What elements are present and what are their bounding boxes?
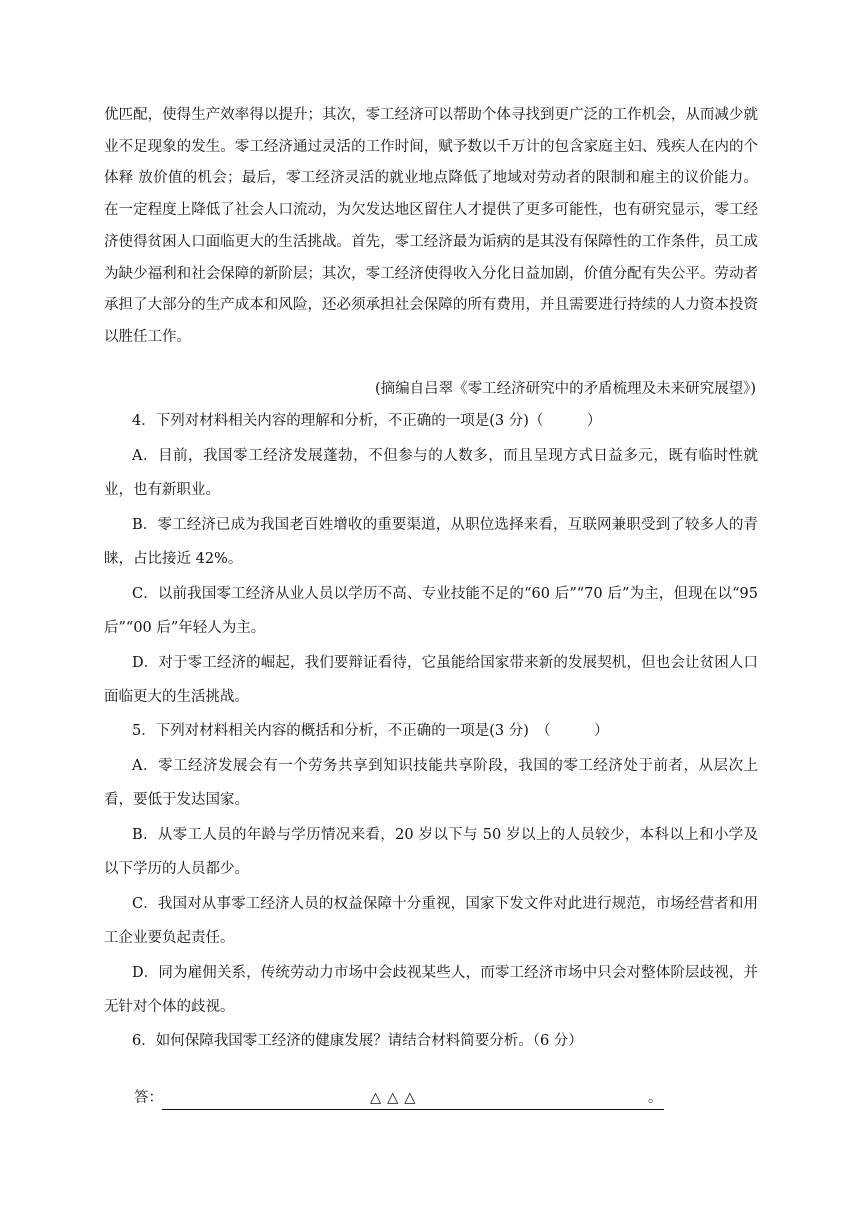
answer-area[interactable] <box>134 1085 674 1111</box>
question-5-option-d: D．同为雇佣关系，传统劳动力市场中会歧视某些人，而零工经济市场中只会对整体阶层歧视，并无针对个体的歧视。 <box>104 964 758 1015</box>
question-4-option-c: C．以前我国零工经济从业人员以学历不高、专业技能不足的“60 后”“70 后”为主，但现在以“95 后”“00 后”年轻人为主。 <box>104 585 758 636</box>
question-5-option-a: A．零工经济发展会有一个劳务共享到知识技能共享阶段，我国的零工经济处于前者，从层次上看，要低于发达国家。 <box>104 757 758 808</box>
question-4 <box>104 404 758 715</box>
question-4-stem: 4．下列对材料相关内容的理解和分析，不正确的一项是(3 分)（ ） <box>132 413 602 429</box>
question-5 <box>104 714 758 1025</box>
question-5-option-c: C．我国对从事零工经济人员的权益保障十分重视，国家下发文件对此进行规范，市场经营者和用工企业要负起责任。 <box>104 895 758 946</box>
answer-end-mark: 。 <box>648 1090 663 1106</box>
question-6-stem: 6．如何保障我国零工经济的健康发展？请结合材料简要分析。（6 分） <box>132 1033 583 1049</box>
question-6 <box>104 1024 758 1059</box>
question-4-option-a: A．目前，我国零工经济发展蓬勃，不但参与的人数多，而且呈现方式日益多元，既有临时性就业，也有新职业。 <box>104 447 758 498</box>
answer-placeholder-marks: △△△ <box>370 1090 422 1106</box>
question-4-option-b: B．零工经济已成为我国老百姓增收的重要渠道，从职位选择来看，互联网兼职受到了较多人的青睐，占比接近 42%。 <box>104 516 758 567</box>
question-5-option-b: B．从零工人员的年龄与学历情况来看，20 岁以下与 50 岁以上的人员较少，本科以上和小学及以下学历的人员都少。 <box>104 826 758 877</box>
passage-text: 优匹配，使得生产效率得以提升；其次，零工经济可以帮助个体寻找到更广泛的工作机会，从而减少就业不足现象的发生。零工经济通过灵活的工作时间，赋予数以千万计的包含家庭主妇、残疾人在内的个体释 放价值的机会；最后，零工经济灵活的就业地点降低了地域对劳动者的限制和雇主的议价能力。在一定程度上降低了社会人口流动，为欠发达地区留住人才提供了更多可能性，也有研究显示，零工经济使得贫困人口面临更大的生活挑战。首先，零工经济最为诟病的是其没有保障性的工作条件，员工成为缺少福利和社会保障的新阶层；其次，零工经济使得收入分化日益加剧，价值分配有失公平。劳动者承担了大部分的生产成本和风险，还必须承担社会保障的所有费用，并且需要进行持续的人力资本投资以胜任工作。 <box>104 107 758 345</box>
source-citation: (摘编自吕翠《零工经济研究中的矛盾梳理及未来研究展望》) <box>374 381 756 397</box>
answer-label: 答： <box>134 1090 163 1106</box>
question-5-stem: 5．下列对材料相关内容的概括和分析，不正确的一项是(3 分) （ ） <box>132 723 609 739</box>
question-4-option-d: D．对于零工经济的崛起，我们要辩证看待，它虽能给国家带来新的发展契机，但也会让贫困人口面临更大的生活挑战。 <box>104 654 758 705</box>
